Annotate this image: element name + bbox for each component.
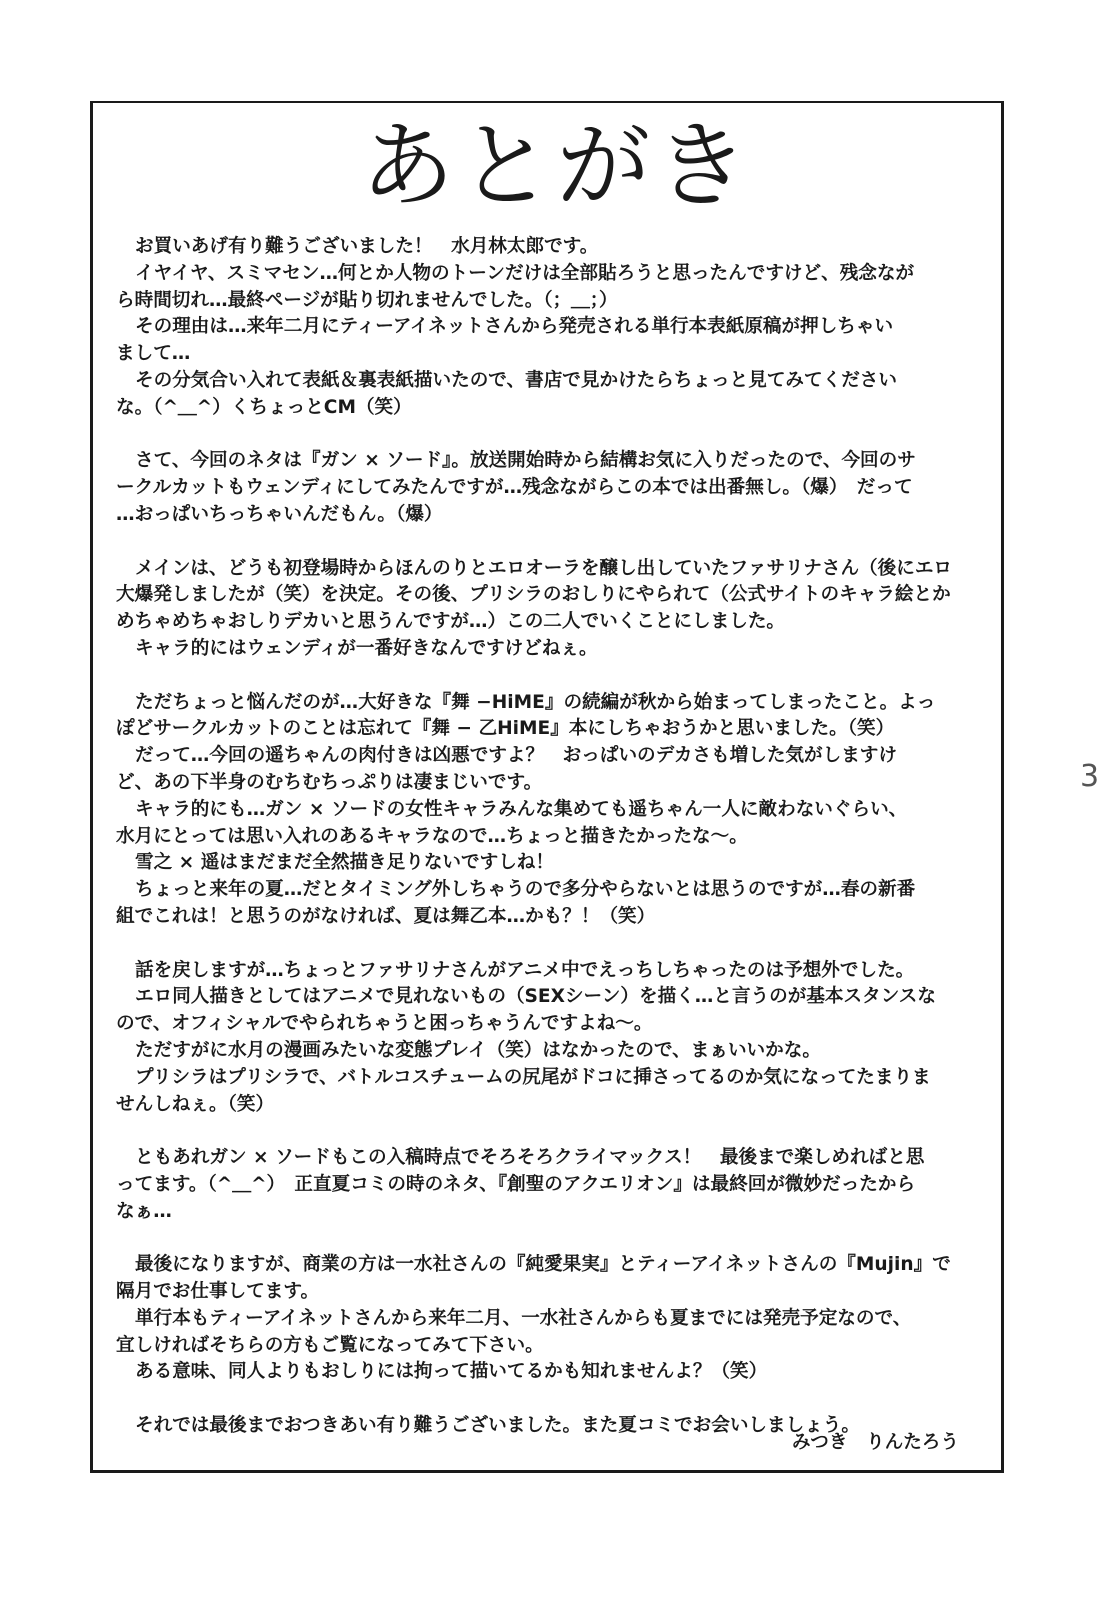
paragraph-spacer (116, 1225, 978, 1252)
afterword-body (116, 234, 978, 1440)
text-line: 宜しければそちらの方もご覧になってみて下さい。 (116, 1334, 544, 1356)
text-line: お買いあげ有り難うございました！ 水月林太郎です。 (135, 236, 599, 257)
text-line: ぽどサークルカットのことは忘れて『舞 − 乙HiME』本にしちゃおうかと思いました。（笑） (116, 718, 895, 740)
text-line: その分気合い入れて表紙＆裏表紙描いたので、書店で見かけたらちょっと見てみてください (135, 369, 897, 391)
text-line: 水月にとっては思い入れのあるキャラなので…ちょっと描きたかったな〜。 (116, 825, 748, 847)
text-line: イヤイヤ、スミマセン…何とか人物のトーンだけは全部貼ろうと思ったんですけど、残念なが (135, 262, 915, 284)
text-line: ともあれガン × ソードもこの入稿時点でそろそろクライマックス！ 最後まで楽しめればと思 (135, 1147, 925, 1169)
page-number: 3 (1080, 759, 1100, 794)
text-line: ってます。（^＿^） 正直夏コミの時のネタ、『創聖のアクエリオン』は最終回が微妙だったから (116, 1173, 916, 1195)
text-line: 最後になりますが、商業の方は一水社さんの『純愛果実』とティーアイネットさんの『Mujin』で (135, 1254, 951, 1276)
text-line: その理由は…来年二月にティーアイネットさんから発売される単行本表紙原稿が押しちゃい (135, 316, 894, 338)
text-line: せんしねぇ。（笑） (116, 1093, 275, 1115)
text-line: プリシラはプリシラで、バトルコスチュームの尻尾がドコに挿さってるのか気になってたまりま (135, 1066, 931, 1088)
text-line: それでは最後までおつきあい有り難うございました。また夏コミでお会いしましょう。 (135, 1415, 860, 1437)
text-line: ら時間切れ…最終ページが貼り切れませんでした。（；＿；） (116, 289, 618, 311)
text-line: ある意味、同人よりもおしりには拘って描いてるかも知れませんよ？（笑） (135, 1361, 768, 1383)
page-title: あとがき (360, 112, 753, 221)
text-line: まして… (116, 343, 191, 365)
text-line: 単行本もティーアイネットさんから来年二月、一水社さんからも夏までには発売予定なので、 (135, 1307, 912, 1329)
text-line: エロ同人描きとしてはアニメで見れないもの（SEXシーン）を描く…と言うのが基本スタンスな (135, 986, 936, 1008)
paragraph-spacer (116, 663, 978, 690)
text-line: だって…今回の遥ちゃんの肉付きは凶悪ですよ？ おっぱいのデカさも増した気がしますけ (135, 745, 897, 767)
paragraph-spacer (116, 1118, 978, 1145)
text-line: キャラ的にはウェンディが一番好きなんですけどねぇ。 (135, 637, 598, 659)
text-line: めちゃめちゃおしりデカいと思うんですが…）この二人でいくことにしました。 (116, 611, 786, 633)
text-line: 組でこれは！と思うのがなければ、夏は舞乙本…かも？！（笑） (116, 905, 656, 927)
text-line: な。（^＿^）くちょっとCM（笑） (116, 396, 412, 418)
text-line: 隔月でお仕事してます。 (116, 1281, 320, 1303)
text-line: ちょっと来年の夏…だとタイミング外しちゃうので多分やらないとは思うのですが…春の新番 (135, 879, 916, 901)
paragraph-spacer (116, 1386, 978, 1413)
text-line: 雪之 × 遥はまだまだ全然描き足りないですしね！ (135, 852, 554, 874)
author-signature: みつき りんたろう (792, 1432, 959, 1453)
text-line: ークルカットもウェンディにしてみたんですが…残念ながらこの本では出番無し。（爆） だって (116, 477, 913, 499)
text-line: なぁ… (116, 1200, 172, 1222)
text-line: …おっぱいちっちゃいんだもん。（爆） (116, 503, 443, 525)
text-line: ただちょっと悩んだのが…大好きな『舞 −HiME』の続編が秋から始まってしまったこと。よっ (135, 691, 936, 713)
text-line: ただすがに水月の漫画みたいな変態プレイ（笑）はなかったので、まぁいいかな。 (135, 1039, 821, 1061)
text-line: 大爆発しましたが（笑）を決定。その後、プリシラのおしりにやられて（公式サイトのキャラ絵とか (116, 584, 951, 606)
text-line: メインは、どうも初登場時からほんのりとエロオーラを醸し出していたファサリナさん（後にエロ (135, 557, 953, 579)
text-line: キャラ的にも…ガン × ソードの女性キャラみんな集めても遥ちゃん一人に敵わないぐらい、 (135, 798, 908, 820)
paragraph-spacer (116, 931, 978, 958)
text-line: さて、今回のネタは『ガン × ソード』。放送開始時から結構お気に入りだったので、今回のサ (135, 450, 916, 472)
paragraph-spacer (116, 529, 978, 556)
text-line: ので、オフィシャルでやられちゃうと困っちゃうんですよね〜。 (116, 1013, 653, 1035)
paragraph-spacer (116, 422, 978, 449)
text-line: 話を戻しますが…ちょっとファサリナさんがアニメ中でえっちしちゃったのは予想外でした。 (135, 959, 915, 981)
text-line: ど、あの下半身のむちむちっぷりは凄まじいです。 (116, 771, 543, 793)
